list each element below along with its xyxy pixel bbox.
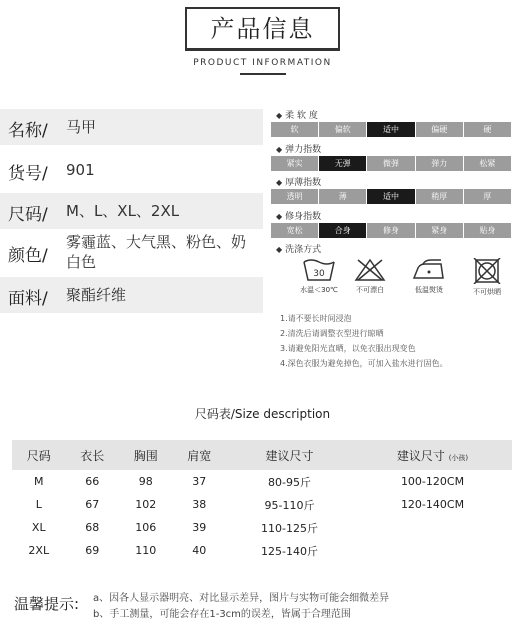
- wash-item: [403, 258, 455, 295]
- table-cell: 110: [135, 544, 157, 557]
- scale-option: 贴身: [464, 223, 512, 238]
- table-cell: 38: [192, 498, 207, 511]
- table-cell: 66: [85, 475, 100, 488]
- info-row-sku: [0, 152, 263, 188]
- column-header: 衣长: [66, 440, 120, 470]
- table-cell: 80-95斤: [268, 475, 312, 489]
- table-cell: M: [34, 475, 44, 488]
- info-key: 颜色/: [8, 246, 48, 266]
- table-header-row: [12, 440, 512, 470]
- note-line: 3.请避免阳光直晒，以免衣服出现变色: [280, 344, 416, 353]
- scale-option: 透明: [271, 189, 319, 204]
- scale-option: 偏硬: [416, 122, 464, 137]
- fit-scale: [271, 223, 512, 238]
- column-header: 建议尺寸: [226, 440, 353, 470]
- tip-line: b、手工测量，可能会存在1-3cm的误差，皆属于合理范围: [93, 609, 351, 620]
- table-cell: 106: [135, 521, 157, 534]
- info-value: 901: [66, 161, 95, 179]
- softness-label: ◆ 柔 软 度: [276, 111, 318, 121]
- softness-scale: [271, 122, 512, 137]
- scale-option: 修身: [367, 223, 415, 238]
- elasticity-label: ◆ 弹力指数: [276, 145, 322, 155]
- page-subtitle: PRODUCT INFORMATION: [193, 58, 332, 68]
- table-row: [12, 539, 512, 562]
- scale-option: 宽松: [271, 223, 319, 238]
- thickness-scale: [271, 189, 512, 204]
- info-key: 货号/: [8, 164, 48, 184]
- column-header: 尺码: [12, 440, 66, 470]
- table-cell: 37: [192, 475, 207, 488]
- info-row-fabric: [0, 277, 263, 313]
- low-iron-icon: [411, 258, 447, 282]
- info-row-size: [0, 193, 263, 229]
- table-cell: 69: [85, 544, 100, 557]
- table-row: [12, 493, 512, 516]
- wash-30-icon: [302, 258, 336, 282]
- info-value: M、L、XL、2XL: [66, 202, 180, 220]
- column-header: 肩宽: [173, 440, 227, 470]
- table-cell: 68: [85, 521, 100, 534]
- wash-caption: 低温熨烫: [415, 286, 443, 294]
- info-value: 马甲: [66, 118, 97, 136]
- table-cell: 102: [135, 498, 157, 511]
- info-row-name: [0, 109, 263, 145]
- size-table: [12, 440, 512, 562]
- scale-option: 薄: [319, 189, 367, 204]
- info-key: 名称/: [8, 121, 48, 141]
- scale-option: 硬: [464, 122, 512, 137]
- scale-option-selected: 适中: [367, 122, 415, 137]
- table-cell: 95-110斤: [264, 498, 315, 512]
- note-line: 1.请不要长时间浸泡: [280, 314, 352, 323]
- scale-option-selected: 无弹: [319, 156, 367, 171]
- wash-caption: 不可漂白: [356, 286, 384, 294]
- thickness-label: ◆ 厚薄指数: [276, 178, 322, 188]
- scale-option: 微弹: [367, 156, 415, 171]
- table-cell: 110-125斤: [261, 521, 319, 535]
- scale-option-selected: 合身: [319, 223, 367, 238]
- note-line: 2.清洗后请调整衣型进行晾晒: [280, 329, 384, 338]
- scale-option: 紧身: [416, 223, 464, 238]
- table-cell: L: [35, 498, 42, 511]
- wash-item: [293, 258, 345, 295]
- size-table-title: 尺码表/Size description: [194, 407, 331, 421]
- care-notes: [280, 311, 448, 371]
- scale-option: 软: [271, 122, 319, 137]
- scale-option: 稍厚: [416, 189, 464, 204]
- table-cell: 39: [192, 521, 207, 534]
- table-cell: [353, 539, 512, 562]
- info-key: 面料/: [8, 289, 48, 309]
- info-value: 雾霾蓝、大气黑、粉色、奶白色: [66, 233, 247, 271]
- note-line: 4.深色衣服为避免掉色，可加入盐水进行固色。: [280, 359, 448, 368]
- table-row: [12, 516, 512, 539]
- no-tumble-dry-icon: [470, 258, 504, 284]
- info-row-color: [0, 232, 263, 272]
- column-header: 建议尺寸 (小孩): [353, 440, 512, 470]
- scale-option: 紧实: [271, 156, 319, 171]
- table-cell: 100-120CM: [400, 475, 465, 488]
- info-value: 聚酯纤维: [66, 286, 127, 304]
- fit-label: ◆ 修身指数: [276, 212, 322, 222]
- wash-caption: 不可烘晒: [473, 288, 501, 296]
- table-cell: 125-140斤: [261, 544, 319, 558]
- info-key: 尺码/: [8, 205, 48, 225]
- table-cell: 40: [192, 544, 207, 557]
- wash-caption: 水温＜30℃: [300, 286, 338, 294]
- column-header: 胸围: [119, 440, 173, 470]
- wash-item: [461, 258, 513, 297]
- scale-option-selected: 适中: [367, 189, 415, 204]
- table-cell: [353, 516, 512, 539]
- table-cell: 120-140CM: [400, 498, 465, 511]
- scale-option: 厚: [464, 189, 512, 204]
- tips-text: [93, 591, 389, 623]
- scale-option: 松紧: [464, 156, 512, 171]
- tips-heading: 温馨提示:: [14, 595, 80, 613]
- svg-text:30: 30: [313, 269, 325, 279]
- table-cell: 2XL: [28, 544, 50, 557]
- table-cell: XL: [31, 521, 46, 534]
- subtitle-underline: [240, 73, 286, 75]
- page-title: 产品信息: [185, 7, 340, 51]
- elasticity-scale: [271, 156, 512, 171]
- table-cell: 67: [85, 498, 100, 511]
- tip-line: a、因各人显示器明亮、对比显示差异，图片与实物可能会细微差异: [93, 593, 390, 604]
- table-cell: 98: [138, 475, 153, 488]
- no-bleach-icon: [353, 258, 387, 282]
- table-row: [12, 470, 512, 493]
- scale-option: 偏软: [319, 122, 367, 137]
- wash-label: ◆ 洗涤方式: [276, 245, 322, 255]
- wash-item: [344, 258, 396, 295]
- scale-option: 弹力: [416, 156, 464, 171]
